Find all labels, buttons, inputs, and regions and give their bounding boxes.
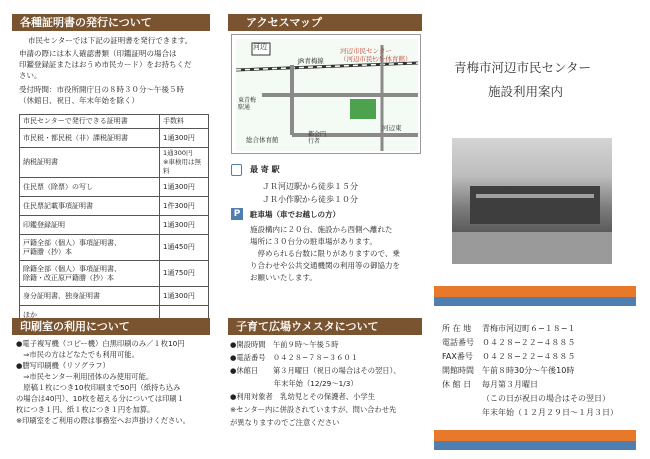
train-icon xyxy=(231,164,242,176)
bottom-blue-bar xyxy=(434,441,636,450)
table-header: 市民センターで発行できる証明書 xyxy=(20,115,160,129)
center-building-mark xyxy=(350,99,376,119)
bottom-orange-bar xyxy=(434,430,636,441)
table-cell: 市民税・都民税（非）課税証明書 xyxy=(20,129,160,148)
kids-text: ●開設時間 午前９時～午後５時 ●電話番号 ０４２８−７８−３６０１ ●休館日 第３月曜日（祝日の場合はその翌日）、 年末年始（12/29～1/3） ●利用対象者 乳幼児とその保護者、小学生 ※センター内に併設されていますが、問い合わせ先 が異なりますのでご注意ください xyxy=(230,340,401,427)
table-cell: 1通300円 xyxy=(160,178,209,197)
info-key: 電話番号 xyxy=(442,338,474,347)
info-value: ０４２８−２２−４８８５ xyxy=(482,338,576,347)
cert-hours: 受付時間：市役所開庁日の８時３０分～午後５時 （休館日、祝日、年末年始を除く） xyxy=(19,85,184,105)
cert-intro: 市民センターでは下記の証明書を発行できます。 xyxy=(28,36,193,45)
table-cell: 住民票（除票）の写し xyxy=(20,178,160,197)
map-left-label: 東青梅 駅通 xyxy=(238,97,257,111)
cover-title: 青梅市河辺市民センター xyxy=(454,60,592,75)
access-section-header: アクセスマップ xyxy=(228,14,422,31)
facility-info xyxy=(442,322,642,420)
table-cell: 1件300円 xyxy=(160,197,209,216)
table-cell: 身分証明書、独身証明書 xyxy=(20,287,160,306)
table-cell: 戸籍全部（個人）事項証明書、 戸籍謄（抄）本 xyxy=(20,235,160,261)
kids-section-header: 子育て広場ウメスタについて xyxy=(228,318,422,335)
table-cell: 1通300円 xyxy=(160,216,209,235)
orange-bar xyxy=(434,286,636,297)
table-cell: 1通300円 ※車検用は無料 xyxy=(160,148,209,178)
table-cell: 除籍全部（個人）事項証明書、 除籍・改正原戸籍謄（抄）本 xyxy=(20,261,160,287)
station-title: 最 寄 駅 xyxy=(250,165,280,174)
table-cell: 納税証明書 xyxy=(20,148,160,178)
table-cell: 1通750円 xyxy=(160,261,209,287)
cert-section-header: 各種証明書の発行について xyxy=(12,14,210,31)
info-value: ０４２８−２２−４８８５ xyxy=(482,352,576,361)
map-park-label: 都会円 行者 xyxy=(308,131,327,145)
table-cell: 1通300円 xyxy=(160,287,209,306)
cover-subtitle: 施設利用案内 xyxy=(488,84,564,99)
map-gym-label: 総合体育館 xyxy=(246,136,279,144)
map-center-label: 河辺市民センター （河辺市民ｾﾝﾀｰ体育館） xyxy=(340,47,412,63)
access-map xyxy=(231,34,421,154)
map-east-label: 河辺東 xyxy=(382,124,402,132)
table-cell: 1通450円 xyxy=(160,235,209,261)
info-key: 所 在 地 xyxy=(442,324,472,333)
cert-note: 申請の際には本人確認書類（印鑑証明の場合は 印鑑登録証またはおうめ市民カード）をお持ちくだ さい。 xyxy=(19,49,192,80)
info-value: 午前８時30分～午後10時 xyxy=(482,366,575,375)
table-cell: 住民票記載事項証明書 xyxy=(20,197,160,216)
table-cell: ほか xyxy=(20,306,160,325)
map-station-label: 河辺 xyxy=(253,43,267,51)
parking-icon: P xyxy=(231,208,243,220)
parking-title: 駐車場（車でお越しの方） xyxy=(250,210,340,219)
building-photo xyxy=(452,138,612,264)
table-cell: 印鑑登録証明 xyxy=(20,216,160,235)
info-key: 休 館 日 xyxy=(442,380,472,389)
cert-table xyxy=(19,114,209,325)
info-key: FAX番号 xyxy=(442,352,473,361)
table-header: 手数料 xyxy=(160,115,209,129)
info-value: 青梅市河辺町６−１８−１ xyxy=(482,324,576,333)
station-lines: ＪＲ河辺駅から徒歩１５分 ＪＲ小作駅から徒歩１０分 xyxy=(262,182,358,204)
table-cell: 1通300円 xyxy=(160,129,209,148)
print-section-header: 印刷室の利用について xyxy=(12,318,210,335)
info-key: 開館時間 xyxy=(442,366,474,375)
info-value: 毎月第３月曜日 （この日が祝日の場合はその翌日） 年末年始（１２月２９日～１月３日） xyxy=(482,380,618,417)
blue-bar xyxy=(434,297,636,306)
map-rail-label: JR青梅線 xyxy=(298,57,324,65)
print-text: ●電子複写機（コピー機）白黒印刷のみ／１枚10円 ⇒市民の方はどなたでも利用可能。 ●謄写印刷機（リソグラフ） ⇒市民センター利用団体のみ使用可能。 原稿１枚につき10枚印刷まで50円（紙持ち込み の場合は40円）、10枚を超える分については印刷１ 枚につき１円、紙１枚につき１円を加算。 ※印刷室をご利用の際は事務室へお声掛けください。 xyxy=(16,339,190,425)
parking-text: 施設構内に２０台、施設から西側へ離れた 場所に３０台分の駐車場があります。 停められる台数に限りがありますので、乗 り合わせや公共交通機関の利用等の御協力を お願いいたします。 xyxy=(250,225,400,282)
